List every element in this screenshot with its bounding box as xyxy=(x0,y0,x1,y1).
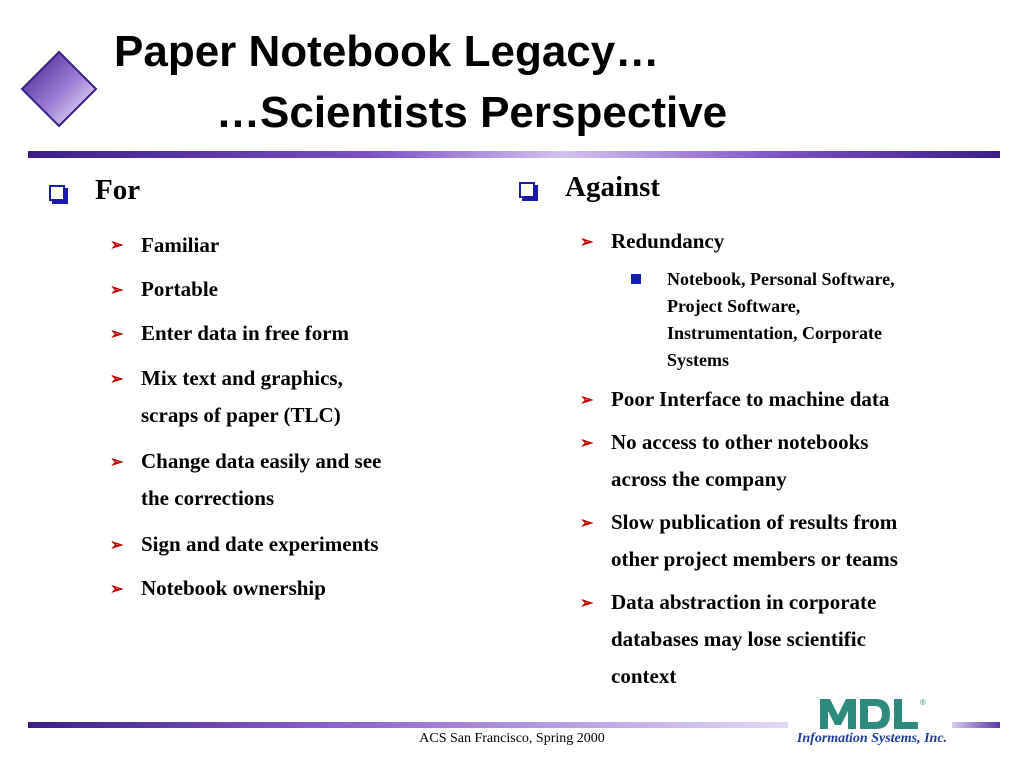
arrow-bullet-icon: ➢ xyxy=(110,454,124,471)
sub-list-item: Systems xyxy=(667,350,729,370)
list-item: Notebook ownership xyxy=(141,576,326,600)
sub-list-item: Project Software, xyxy=(667,296,801,316)
arrow-bullet-icon: ➢ xyxy=(580,234,594,251)
list-item: Mix text and graphics, xyxy=(141,366,343,390)
solid-square-bullet-icon xyxy=(631,274,641,284)
list-item: Redundancy xyxy=(611,229,725,253)
list-item: Portable xyxy=(141,277,218,301)
title-divider xyxy=(28,151,1000,158)
arrow-bullet-icon: ➢ xyxy=(580,515,594,532)
list-item: Enter data in free form xyxy=(141,321,350,345)
arrow-bullet-icon: ➢ xyxy=(580,392,594,409)
list-item-continuation: scraps of paper (TLC) xyxy=(141,403,341,427)
arrow-bullet-icon: ➢ xyxy=(580,595,594,612)
company-logo xyxy=(792,693,952,753)
list-item: Change data easily and see xyxy=(141,449,382,473)
list-item: Slow publication of results from xyxy=(611,510,898,534)
list-item-continuation: across the company xyxy=(611,467,787,491)
square-bullet-icon xyxy=(49,185,65,201)
page-title-line-1: Paper Notebook Legacy… xyxy=(114,27,660,76)
for-heading: For xyxy=(95,174,141,206)
list-item: Poor Interface to machine data xyxy=(611,387,890,411)
sub-list-item: Notebook, Personal Software, xyxy=(667,269,895,289)
list-item: No access to other notebooks xyxy=(611,430,869,454)
list-item: Familiar xyxy=(141,233,220,257)
footer-divider xyxy=(28,722,788,728)
page-title-line-2: …Scientists Perspective xyxy=(216,88,728,137)
arrow-bullet-icon: ➢ xyxy=(110,282,124,299)
arrow-bullet-icon: ➢ xyxy=(110,537,124,554)
footer-text: ACS San Francisco, Spring 2000 xyxy=(419,731,605,746)
mdl-logo-icon xyxy=(792,693,952,733)
list-item: Data abstraction in corporate xyxy=(611,590,877,614)
list-item-continuation: other project members or teams xyxy=(611,547,898,571)
diamond-logo-icon xyxy=(20,50,98,128)
footer-divider-right xyxy=(952,722,1000,728)
against-heading: Against xyxy=(565,171,661,203)
arrow-bullet-icon: ➢ xyxy=(110,237,124,254)
square-bullet-icon xyxy=(519,182,535,198)
list-item-continuation: the corrections xyxy=(141,486,275,510)
arrow-bullet-icon: ➢ xyxy=(580,435,594,452)
arrow-bullet-icon: ➢ xyxy=(110,581,124,598)
list-item-continuation: context xyxy=(611,664,677,688)
logo-subtitle: Information Systems, Inc. xyxy=(796,731,948,746)
sub-list-item: Instrumentation, Corporate xyxy=(667,323,882,343)
list-item: Sign and date experiments xyxy=(141,532,379,556)
list-item-continuation: databases may lose scientific xyxy=(611,627,866,651)
arrow-bullet-icon: ➢ xyxy=(110,371,124,388)
arrow-bullet-icon: ➢ xyxy=(110,326,124,343)
registered-mark: ® xyxy=(920,698,926,707)
